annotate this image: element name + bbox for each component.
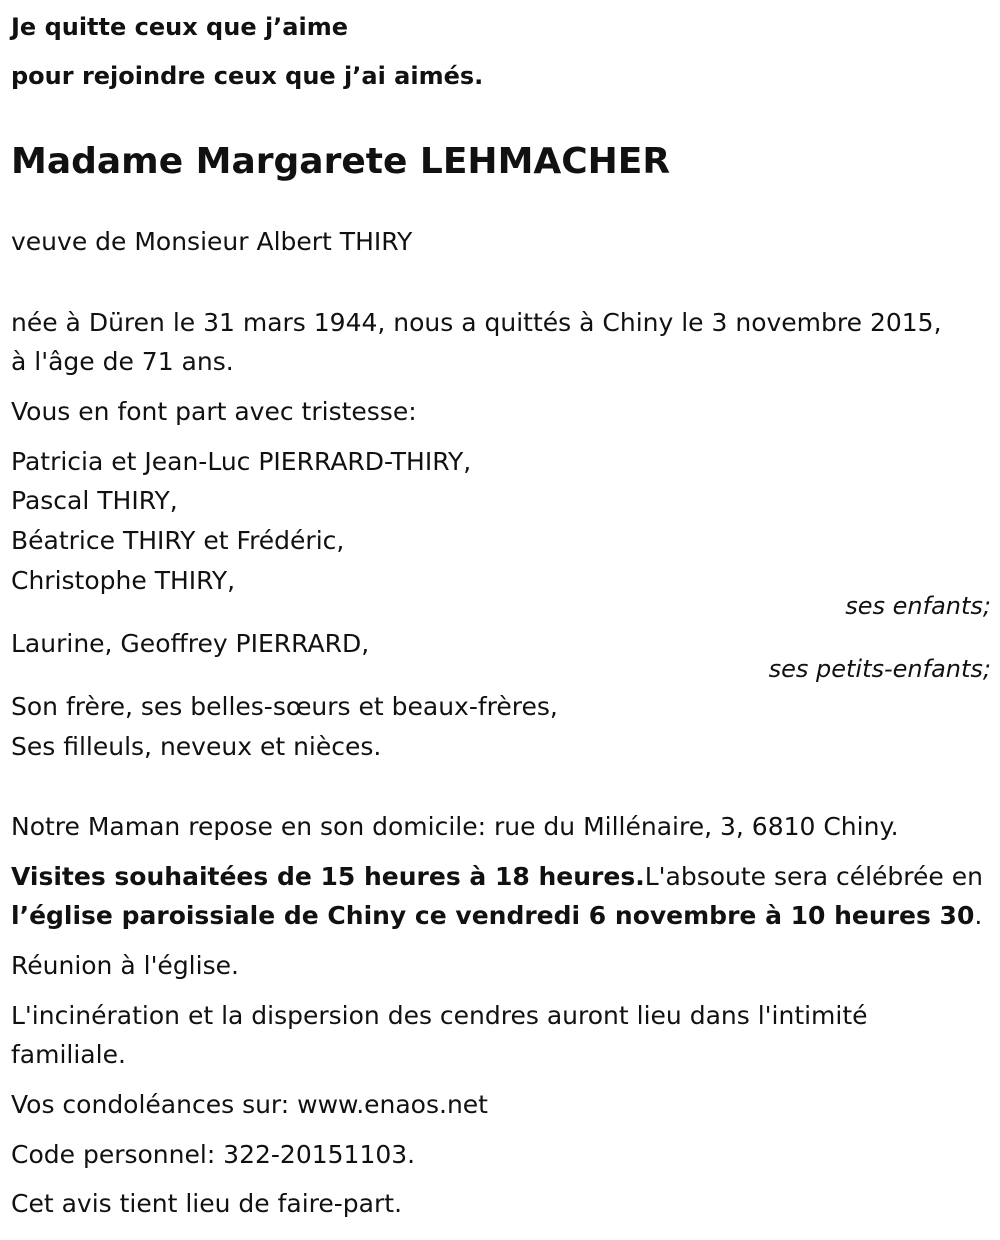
- grandchildren-label: ses petits-enfants;: [768, 655, 991, 683]
- quote-line-1: Je quitte ceux que j’aime: [11, 13, 349, 41]
- family-line-2: Ses filleuls, neveux et nièces.: [11, 732, 382, 761]
- visits-line-2: [11, 896, 982, 936]
- incineration-line-2: familiale.: [11, 1040, 126, 1069]
- widow-line: veuve de Monsieur Albert THIRY: [11, 227, 413, 256]
- personal-code: Code personnel: 322-20151103.: [11, 1140, 416, 1169]
- condolences-line: Vos condoléances sur: www.enaos.net: [11, 1090, 488, 1119]
- birth-line-1: née à Düren le 31 mars 1944, nous a quittés à Chiny le 3 novembre 2015,: [11, 308, 942, 337]
- deceased-name: Madame Margarete LEHMACHER: [11, 141, 671, 182]
- footer-note: Cet avis tient lieu de faire-part.: [11, 1189, 403, 1218]
- child-3: Béatrice THIRY et Frédéric,: [11, 526, 345, 555]
- child-4: Christophe THIRY,: [11, 566, 236, 595]
- birth-line-2: à l'âge de 71 ans.: [11, 347, 234, 376]
- family-line-1: Son frère, ses belles-sœurs et beaux-frères,: [11, 692, 558, 721]
- visits-hours: Visites souhaitées de 15 heures à 18 heures.: [11, 862, 645, 891]
- child-1: Patricia et Jean-Luc PIERRARD-THIRY,: [11, 447, 472, 476]
- reunion-line: Réunion à l'église.: [11, 951, 239, 980]
- visits-line-1: [11, 857, 983, 897]
- child-2: Pascal THIRY,: [11, 486, 178, 515]
- repose-line: Notre Maman repose en son domicile: rue du Millénaire, 3, 6810 Chiny.: [11, 812, 899, 841]
- ceremony-end: .: [974, 901, 983, 930]
- incineration-line-1: L'incinération et la dispersion des cendres auront lieu dans l'intimité: [11, 1001, 868, 1030]
- quote-line-2: pour rejoindre ceux que j’ai aimés.: [11, 62, 484, 90]
- church-ceremony: l’église paroissiale de Chiny ce vendredi 6 novembre à 10 heures 30: [11, 901, 975, 930]
- grandchildren: Laurine, Geoffrey PIERRARD,: [11, 629, 370, 658]
- children-label: ses enfants;: [845, 592, 991, 620]
- announcement: Vous en font part avec tristesse:: [11, 397, 417, 426]
- absoute-text: L'absoute sera célébrée en: [644, 862, 983, 891]
